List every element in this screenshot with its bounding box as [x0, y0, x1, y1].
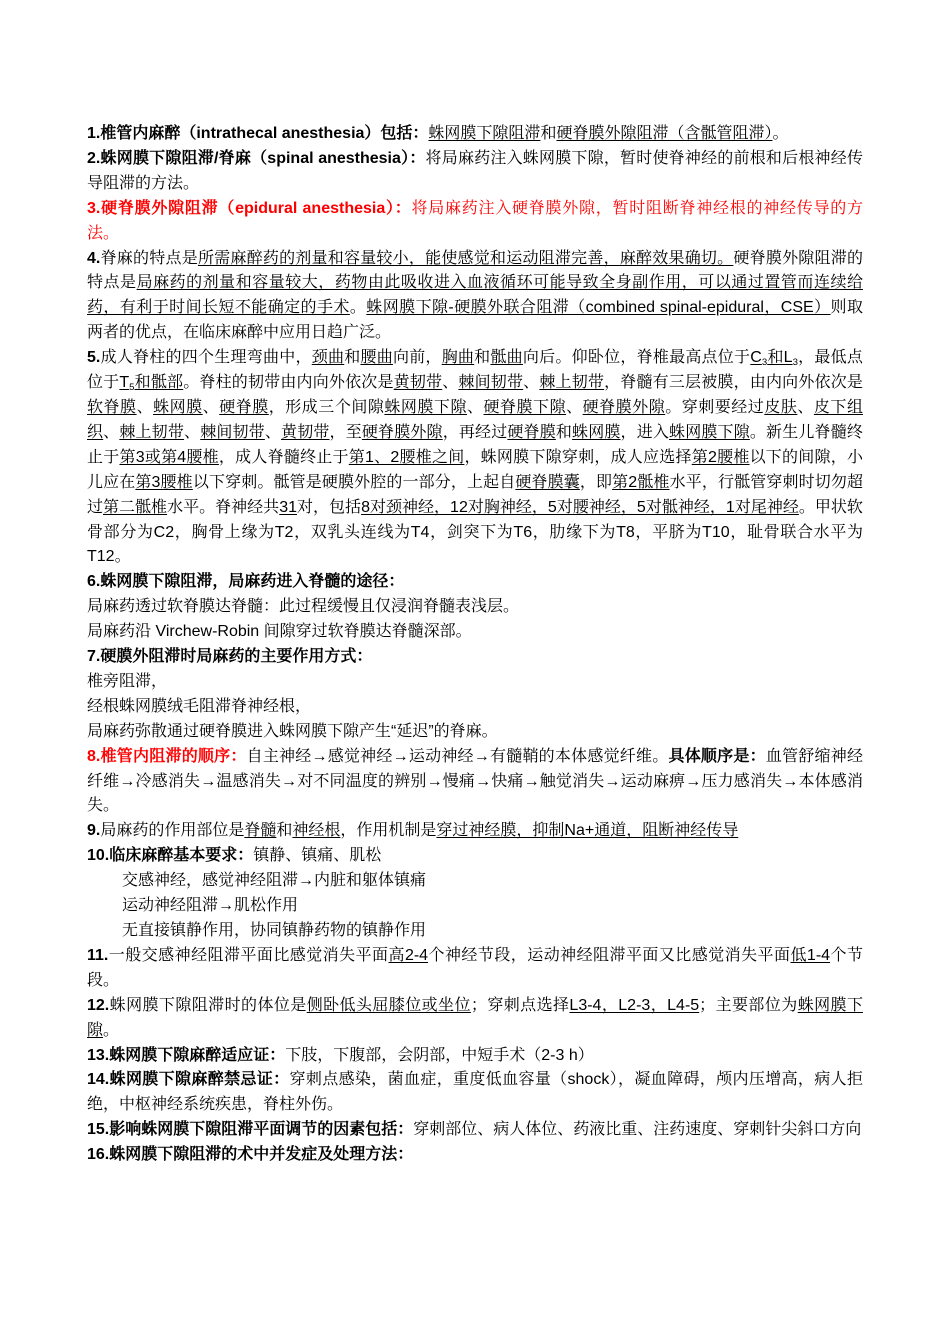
text-segment: 以下穿刺。骶管是硬膜外腔的一部分，上起自 — [192, 473, 516, 491]
item-heading: 6.蛛网膜下隙阻滞，局麻药进入脊髓的途径： — [87, 573, 405, 591]
underlined-term: 高2-4 — [388, 946, 429, 964]
item-number: 11. — [87, 946, 109, 964]
text-segment: 、 — [103, 423, 120, 441]
item-11 — [87, 944, 863, 994]
text-segment: ，形成三个间隙 — [268, 398, 385, 416]
text-segment: 和 — [276, 822, 293, 840]
text-segment: ；主要部位为 — [699, 996, 798, 1014]
item-12 — [87, 994, 863, 1044]
underlined-term: 硬脊膜 — [507, 423, 556, 441]
text-segment: 和 — [344, 349, 361, 367]
text-segment: 和 — [474, 349, 491, 367]
underlined-term: 低1-4 — [790, 946, 831, 964]
underlined-term: 蛛网膜下隙-硬膜外联合阻滞（combined spinal-epidural，CSE） — [366, 299, 831, 317]
underlined-term: 棘上韧带 — [119, 423, 185, 441]
subscript: 3 — [761, 357, 768, 369]
underlined-term: 第3或第4腰椎 — [119, 448, 219, 466]
text-segment: 水平。脊神经共 — [167, 498, 280, 516]
underlined-term: 硬脊膜外隙阻滞（含骶管阻滞） — [556, 125, 773, 142]
item-heading: 14.蛛网膜下隙麻醉禁忌证： — [87, 1071, 290, 1089]
item-number: 5. — [87, 349, 101, 367]
text-segment: 。脊柱的韧带由内向外依次是 — [183, 374, 394, 392]
item-heading: 1.椎管内麻醉（intrathecal anesthesia）包括： — [87, 125, 429, 142]
underlined-term: 骶曲 — [490, 349, 523, 367]
text-segment: 。甲状软骨部分为C2，胸骨上缘为T2，双乳头连线为T4，剑突下为T6，肋缘下为T8，平脐为T10，耻骨联合水平为T12。 — [87, 498, 863, 566]
subscript: 5 — [129, 381, 135, 393]
item-number: 9. — [87, 822, 101, 840]
item-8 — [87, 745, 863, 820]
text-segment: ，成人脊髓终止于 — [218, 448, 349, 466]
text-segment: 和骶部 — [134, 374, 184, 392]
underlined-term: 第3腰椎 — [135, 473, 193, 491]
item-4 — [87, 247, 863, 347]
text-segment: 。 — [349, 299, 367, 317]
text-segment: 向后。仰卧位，脊椎最高点位于 — [522, 349, 751, 367]
item-10-line: 运动神经阻滞→肌松作用 — [122, 897, 299, 915]
underlined-term: 第1、2腰椎之间 — [348, 448, 465, 466]
text-segment: 以下的间隙，小儿应在 — [87, 448, 863, 491]
item-3 — [87, 197, 863, 247]
underlined-term: 腰曲 — [360, 349, 393, 367]
item-6-line: 局麻药沿 Virchew-Robin 间隙穿过软脊膜达脊髓深部。 — [87, 623, 472, 641]
text-segment: 穿刺点感染，菌血症，重度低血容量（shock），凝血障碍，颅内压增高，病人拒绝，中枢神经系统疾患，脊柱外伤。 — [87, 1071, 863, 1114]
item-heading: 2.蛛网膜下隙阻滞/脊麻（spinal anesthesia）： — [87, 149, 426, 167]
text-segment: ；穿刺点选择 — [470, 996, 570, 1014]
underlined-term: 皮下组织 — [87, 398, 863, 441]
item-2 — [87, 147, 863, 197]
underlined-term: 侧卧低头屈膝位或坐位 — [306, 996, 471, 1014]
item-heading: 8.椎管内阻滞的顺序： — [87, 747, 247, 765]
underlined-term: L3-4，L2-3，L4-5 — [569, 996, 700, 1014]
text-segment: 、 — [797, 398, 814, 416]
item-number: 4. — [87, 249, 101, 267]
underlined-term: 局麻药的剂量和容量较大，药物由此吸收进入血液循环可能导致全身副作用，可以通过置管而连续给药，有利于时间长短不能确定的手术 — [87, 274, 863, 317]
text-segment: ，进入 — [620, 423, 670, 441]
underlined-term: 棘间韧带 — [200, 423, 265, 441]
text-segment: 个节段。 — [87, 946, 863, 989]
underlined-term: 蛛网膜下隙 — [669, 423, 750, 441]
underlined-term: 硬脊膜外隙 — [361, 423, 443, 441]
underlined-term: 棘上韧带 — [539, 374, 605, 392]
item-heading: 16.蛛网膜下隙阻滞的术中并发症及处理方法： — [87, 1146, 414, 1164]
item-15 — [87, 1118, 863, 1143]
text-segment: 。 — [772, 125, 789, 142]
item-13 — [87, 1044, 863, 1069]
item-7-line: 椎旁阻滞， — [87, 672, 168, 690]
item-heading: 15.影响蛛网膜下隙阻滞平面调节的因素包括： — [87, 1121, 414, 1139]
underlined-term: 蛛网膜下隙阻滞 — [428, 125, 541, 142]
underlined-term — [119, 374, 183, 391]
text-segment: 和 — [540, 125, 557, 142]
text-segment: ，最低点位于 — [87, 349, 863, 392]
text-segment: 血管舒缩神经纤维→冷感消失→温感消失→对不同温度的辨别→慢痛→快痛→触觉消失→运动麻痹→压力感消失→本体感消失。 — [87, 747, 863, 815]
text-segment: 个神经节段，运动神经阻滞平面又比感觉消失平面 — [428, 946, 791, 964]
text-segment: 局麻药的作用部位是 — [100, 822, 245, 840]
subscript: 3 — [792, 357, 798, 369]
text-segment: 、 — [184, 423, 201, 441]
text-segment: 、 — [566, 398, 583, 416]
item-7 — [87, 645, 863, 670]
item-heading: 7.硬膜外阻滞时局麻药的主要作用方式： — [87, 648, 373, 666]
text-segment: 水平，行骶管穿刺时切勿超过 — [87, 473, 863, 516]
underlined-term: 颈曲 — [311, 349, 345, 367]
text-segment: 、 — [466, 398, 484, 416]
underlined-term: 第2骶椎 — [612, 473, 670, 491]
underlined-term: 硬脊膜下隙 — [483, 398, 567, 416]
text-segment: 、 — [136, 398, 154, 416]
document-body — [87, 122, 863, 1168]
item-7-line: 局麻药弥散通过硬脊膜进入蛛网膜下隙产生“延迟”的脊麻。 — [87, 722, 498, 740]
item-10 — [87, 844, 863, 869]
text-segment: 、 — [442, 374, 459, 392]
underlined-term: 蛛网膜 — [153, 398, 203, 416]
text-segment: 将局麻药注入蛛网膜下隙，暂时使脊神经的前根和后根神经传导阻滞的方法。 — [87, 149, 863, 192]
text-segment: 一般交感神经阻滞平面比感觉消失平面 — [108, 946, 389, 964]
underlined-term: 硬脊膜 — [219, 398, 269, 416]
underlined-term: 第二骶椎 — [103, 498, 168, 516]
text-segment: 将局麻药注入硬脊膜外隙，暂时阻断脊神经根的神经传导的方法。 — [87, 199, 863, 242]
text-segment: 和 — [555, 423, 573, 441]
underlined-term: 所需麻醉药的剂量和容量较小，能使感觉和运动阻滞完善，麻醉效果确切。 — [197, 249, 734, 267]
item-5 — [87, 346, 863, 570]
text-segment: 。 — [103, 1021, 120, 1039]
text-segment: 硬脊膜外隙阻滞的特点是 — [87, 249, 863, 292]
underlined-term: 蛛网膜下隙 — [384, 398, 467, 416]
item-9 — [87, 819, 863, 844]
item-7-line: 经根蛛网膜绒毛阻滞脊神经根， — [87, 697, 312, 715]
underlined-term: 蛛网膜 — [572, 423, 621, 441]
underlined-term: 31 — [279, 498, 297, 516]
underlined-term: 神经根 — [292, 822, 341, 840]
item-heading: 13.蛛网膜下隙麻醉适应证： — [87, 1046, 286, 1064]
item-heading: 10.临床麻醉基本要求： — [87, 847, 254, 865]
underlined-term: 硬脊膜囊 — [515, 473, 580, 491]
item-1 — [87, 122, 863, 147]
text-segment: 、 — [264, 423, 282, 441]
item-6-line: 局麻药透过软脊膜达脊髓：此过程缓慢且仅浸润脊髓表浅层。 — [87, 598, 520, 616]
underlined-term: 棘间韧带 — [458, 374, 524, 392]
text-segment: 对，包括 — [296, 498, 362, 516]
item-6 — [87, 570, 863, 595]
item-14 — [87, 1068, 863, 1118]
text-segment: ，作用机制是 — [340, 822, 437, 840]
item-10-line: 无直接镇静作用，协同镇静药物的镇静作用 — [122, 922, 427, 939]
underlined-term: 8对颈神经，12对胸神经，5对腰神经，5对骶神经，1对尾神经 — [361, 498, 799, 516]
text-segment: C — [750, 349, 762, 367]
underlined-term: 硬脊膜外隙 — [582, 398, 666, 416]
text-segment: ，再经过 — [442, 423, 508, 441]
text-segment: 、 — [523, 374, 540, 392]
text-segment: 。穿刺要经过 — [665, 398, 765, 416]
item-number: 12. — [87, 996, 110, 1014]
text-segment: 则取两者的优点，在临床麻醉中应用日趋广泛。 — [87, 299, 863, 342]
text-segment: T — [119, 374, 130, 392]
text-segment: ，蛛网膜下隙穿刺，成人应选择 — [464, 448, 692, 466]
underlined-term: 第2腰椎 — [691, 448, 750, 466]
item-16 — [87, 1143, 863, 1168]
sub-heading: 具体顺序是： — [668, 747, 766, 765]
text-segment: 脊麻的特点是 — [100, 249, 198, 267]
text-segment: 穿刺部位、病人体位、药液比重、注药速度、穿刺针尖斜口方向 — [413, 1121, 862, 1139]
item-10-line: 交感神经，感觉神经阻滞→内脏和躯体镇痛 — [122, 872, 427, 890]
text-segment: 成人脊柱的四个生理弯曲中， — [100, 349, 312, 367]
item-heading: 3.硬脊膜外隙阻滞（epidural anesthesia）： — [87, 199, 412, 217]
text-segment: ，至 — [329, 423, 362, 441]
text-segment: 。新生儿脊髓终止于 — [87, 423, 863, 466]
underlined-term: 脊髓 — [244, 822, 277, 840]
text-segment: 下肢，下腹部，会阴部，中短手术（2-3 h） — [285, 1046, 594, 1064]
text-segment: 蛛网膜下隙阻滞时的体位是 — [109, 996, 307, 1014]
text-segment: 自主神经→感觉神经→运动神经→有髓鞘的本体感觉纤维。 — [246, 747, 669, 765]
text-segment: 向前， — [392, 349, 442, 367]
underlined-term: 蛛网膜下隙 — [87, 996, 863, 1039]
underlined-term: 胸曲 — [441, 349, 475, 367]
text-segment: 镇静、镇痛、肌松 — [253, 847, 382, 865]
underlined-term: 穿过神经膜，抑制Na+通道，阻断神经传导 — [436, 822, 739, 840]
text-segment: ，即 — [579, 473, 613, 491]
text-segment: 、 — [202, 398, 220, 416]
text-segment: ，脊髓有三层被膜，由内向外依次是 — [604, 374, 863, 392]
underlined-term: 皮肤 — [764, 398, 798, 416]
underlined-term — [750, 349, 798, 369]
text-segment: 和L — [767, 349, 793, 367]
underlined-term: 黄韧带 — [393, 374, 443, 392]
underlined-term: 软脊膜 — [87, 398, 137, 416]
underlined-term: 黄韧带 — [281, 423, 330, 441]
